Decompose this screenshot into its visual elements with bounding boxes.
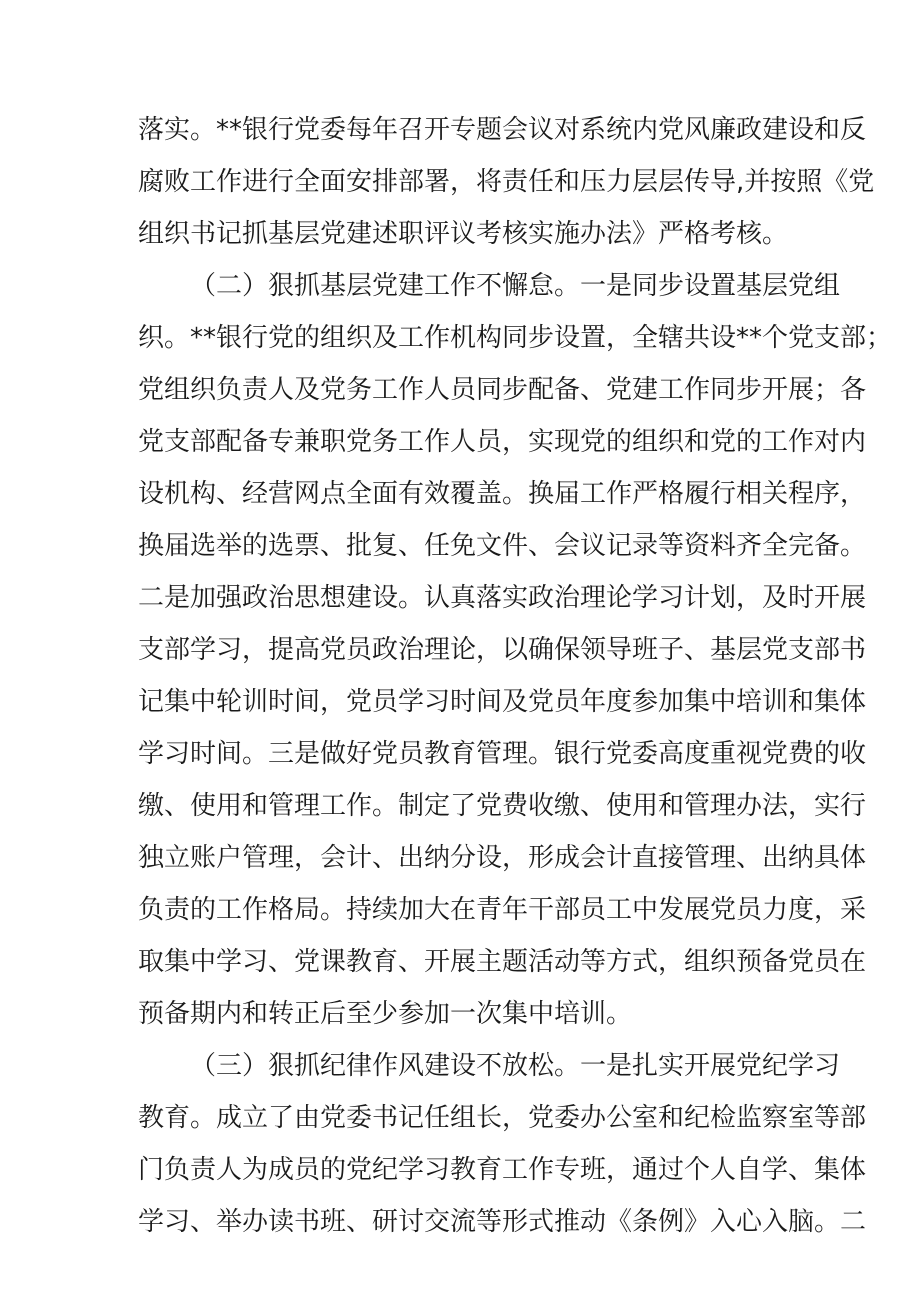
text-line-16: 负责的工作格局。持续加大在青年干部员工中发展党员力度，采 xyxy=(138,895,867,925)
text-line-21: 门负责人为成员的党纪学习教育工作专班，通过个人自学、集体 xyxy=(138,1155,867,1185)
text-line-4: （二）狠抓基层党建工作不懈怠。一是同步设置基层党组 xyxy=(190,271,841,301)
text-line-7: 党支部配备专兼职党务工作人员，实现党的组织和党的工作对内 xyxy=(138,427,867,457)
text-line-9: 换届选举的选票、批复、任免文件、会议记录等资料齐全完备。 xyxy=(138,531,867,561)
text-line-19: （三）狠抓纪律作风建设不放松。一是扎实开展党纪学习 xyxy=(190,1051,841,1081)
text-line-5: 织。**银行党的组织及工作机构同步设置，全辖共设**个党支部； xyxy=(138,323,893,353)
text-line-14: 缴、使用和管理工作。制定了党费收缴、使用和管理办法，实行 xyxy=(138,791,867,821)
text-line-11: 支部学习，提高党员政治理论，以确保领导班子、基层党支部书 xyxy=(138,635,867,665)
text-line-3: 组织书记抓基层党建述职评议考核实施办法》严格考核。 xyxy=(138,219,789,249)
text-line-10: 二是加强政治思想建设。认真落实政治理论学习计划，及时开展 xyxy=(138,583,867,613)
text-line-15: 独立账户管理，会计、出纳分设，形成会计直接管理、出纳具体 xyxy=(138,843,867,873)
text-line-1: 落实。**银行党委每年召开专题会议对系统内党风廉政建设和反 xyxy=(138,115,867,145)
text-line-8: 设机构、经营网点全面有效覆盖。换届工作严格履行相关程序， xyxy=(138,479,867,509)
text-line-12: 记集中轮训时间，党员学习时间及党员年度参加集中培训和集体 xyxy=(138,687,867,717)
text-line-6: 党组织负责人及党务工作人员同步配备、党建工作同步开展；各 xyxy=(138,375,867,405)
text-line-22: 学习、举办读书班、研讨交流等形式推动《条例》入心入脑。二 xyxy=(138,1207,867,1237)
text-line-13: 学习时间。三是做好党员教育管理。银行党委高度重视党费的收 xyxy=(138,739,867,769)
text-line-17: 取集中学习、党课教育、开展主题活动等方式，组织预备党员在 xyxy=(138,947,867,977)
text-line-18: 预备期内和转正后至少参加一次集中培训。 xyxy=(138,999,633,1029)
text-line-2: 腐败工作进行全面安排部署，将责任和压力层层传导,并按照《党 xyxy=(138,167,875,197)
text-line-20: 教育。成立了由党委书记任组长，党委办公室和纪检监察室等部 xyxy=(138,1103,867,1133)
